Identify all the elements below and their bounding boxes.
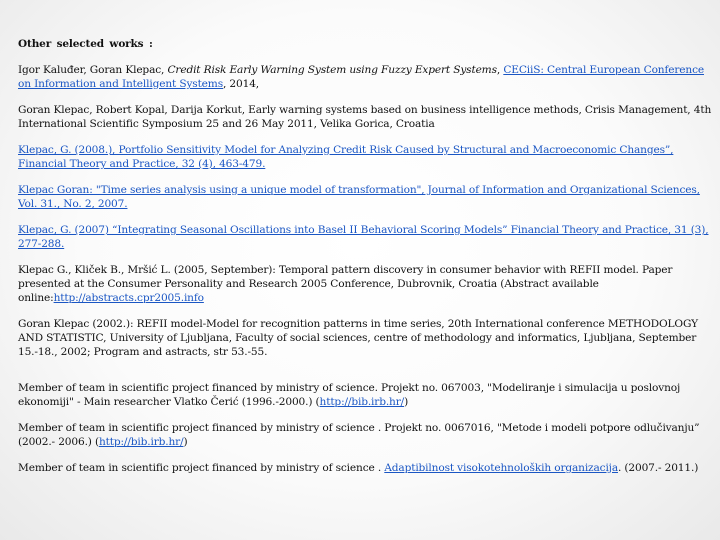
entry-seasonal-2007 xyxy=(18,223,712,251)
bib-irb-link[interactable]: http://bib.irb.hr/ xyxy=(98,436,184,448)
entry-temporal-2005 xyxy=(18,263,712,305)
entry-text: Goran Klepac, Robert Kopal, Darija Korkut, Early warning systems based on business intelligence methods, Crisis Management, 4th International Scientific Symposium 25 and 26 May 2011, Velika Gorica, Croatia xyxy=(18,104,712,130)
abstract-url-link[interactable]: http://abstracts.cpr2005.info xyxy=(53,292,204,304)
publication-link[interactable]: Klepac Goran: "Time series analysis using a unique model of transformation", Journal of Information and Organizational Sciences, Vol. 31., No. 2, 2007. xyxy=(18,184,700,210)
bib-irb-link[interactable]: http://bib.irb.hr/ xyxy=(319,396,405,408)
entry-text: Member of team in scientific project financed by ministry of science . xyxy=(18,462,385,474)
entry-years: . (2007.- 2011.) xyxy=(617,462,699,474)
project-link[interactable]: Adaptibilnost visokotehnoloških organizacija xyxy=(384,462,618,474)
entry-early-warning-2011 xyxy=(18,103,712,131)
entry-text: Goran Klepac (2002.): REFII model-Model for recognition patterns in time series, 20th International conference METHODOLOGY AND STATISTIC, University of Ljubljana, Faculty of social sciences, centre of methodology and informatics, Ljubljana, September 15.-18., 2002; Program and astracts, str 53.-55. xyxy=(18,318,698,358)
entry-year: , 2014, xyxy=(223,78,260,90)
entry-text: Klepac G., Kliček B., Mršić L. (2005, September): Temporal pattern discovery in consumer behavior with REFII model. Paper presented at the Consumer Personality and Research 2005 Conference, Dubrovnik, Croatia (Abstract available online: xyxy=(18,264,673,304)
entry-text: Member of team in scientific project financed by ministry of science. Projekt no. 067003, "Modeliranje i simulacija u poslovnoj ekonomiji" - Main researcher Vlatko Čerić (1996.-2000.) ( xyxy=(18,382,681,408)
entry-portfolio-2008 xyxy=(18,143,712,171)
publication-link[interactable]: Klepac, G. (2007) “Integrating Seasonal Oscillations into Basel II Behavioral Scoring Models” Financial Theory and Practice, 31 (3), 277-288. xyxy=(18,224,709,250)
publication-link[interactable]: Klepac, G. (2008.), Portfolio Sensitivity Model for Analyzing Credit Risk Caused by Structural and Macroeconomic Changes”, Financial Theory and Practice, 32 (4), 463-479. xyxy=(18,144,674,170)
entry-text: Member of team in scientific project financed by ministry of science . Projekt no. 0067016, "Metode i modeli potpore odlučivanju” (2002.- 2006.) ( xyxy=(18,422,700,448)
works-list xyxy=(18,37,712,487)
venue-link[interactable]: CECiiS: Central European Conference on Information and Intelligent Systems xyxy=(18,64,704,90)
entry-close: ) xyxy=(183,436,188,448)
entry-refii-2002 xyxy=(18,317,712,359)
entry-project-adaptibilnost xyxy=(18,461,712,475)
section-heading: Other selected works : xyxy=(18,38,153,50)
entry-authors: Igor Kaluđer, Goran Klepac, xyxy=(18,64,168,76)
entry-separator: , xyxy=(496,64,504,76)
entry-close: ) xyxy=(404,396,409,408)
entry-kaluder-2014 xyxy=(18,63,712,91)
entry-title: Credit Risk Early Warning System using Fuzzy Expert Systems xyxy=(167,64,497,76)
entry-project-0067016 xyxy=(18,421,712,449)
entry-project-067003 xyxy=(18,381,712,409)
entry-time-series-2007 xyxy=(18,183,712,211)
